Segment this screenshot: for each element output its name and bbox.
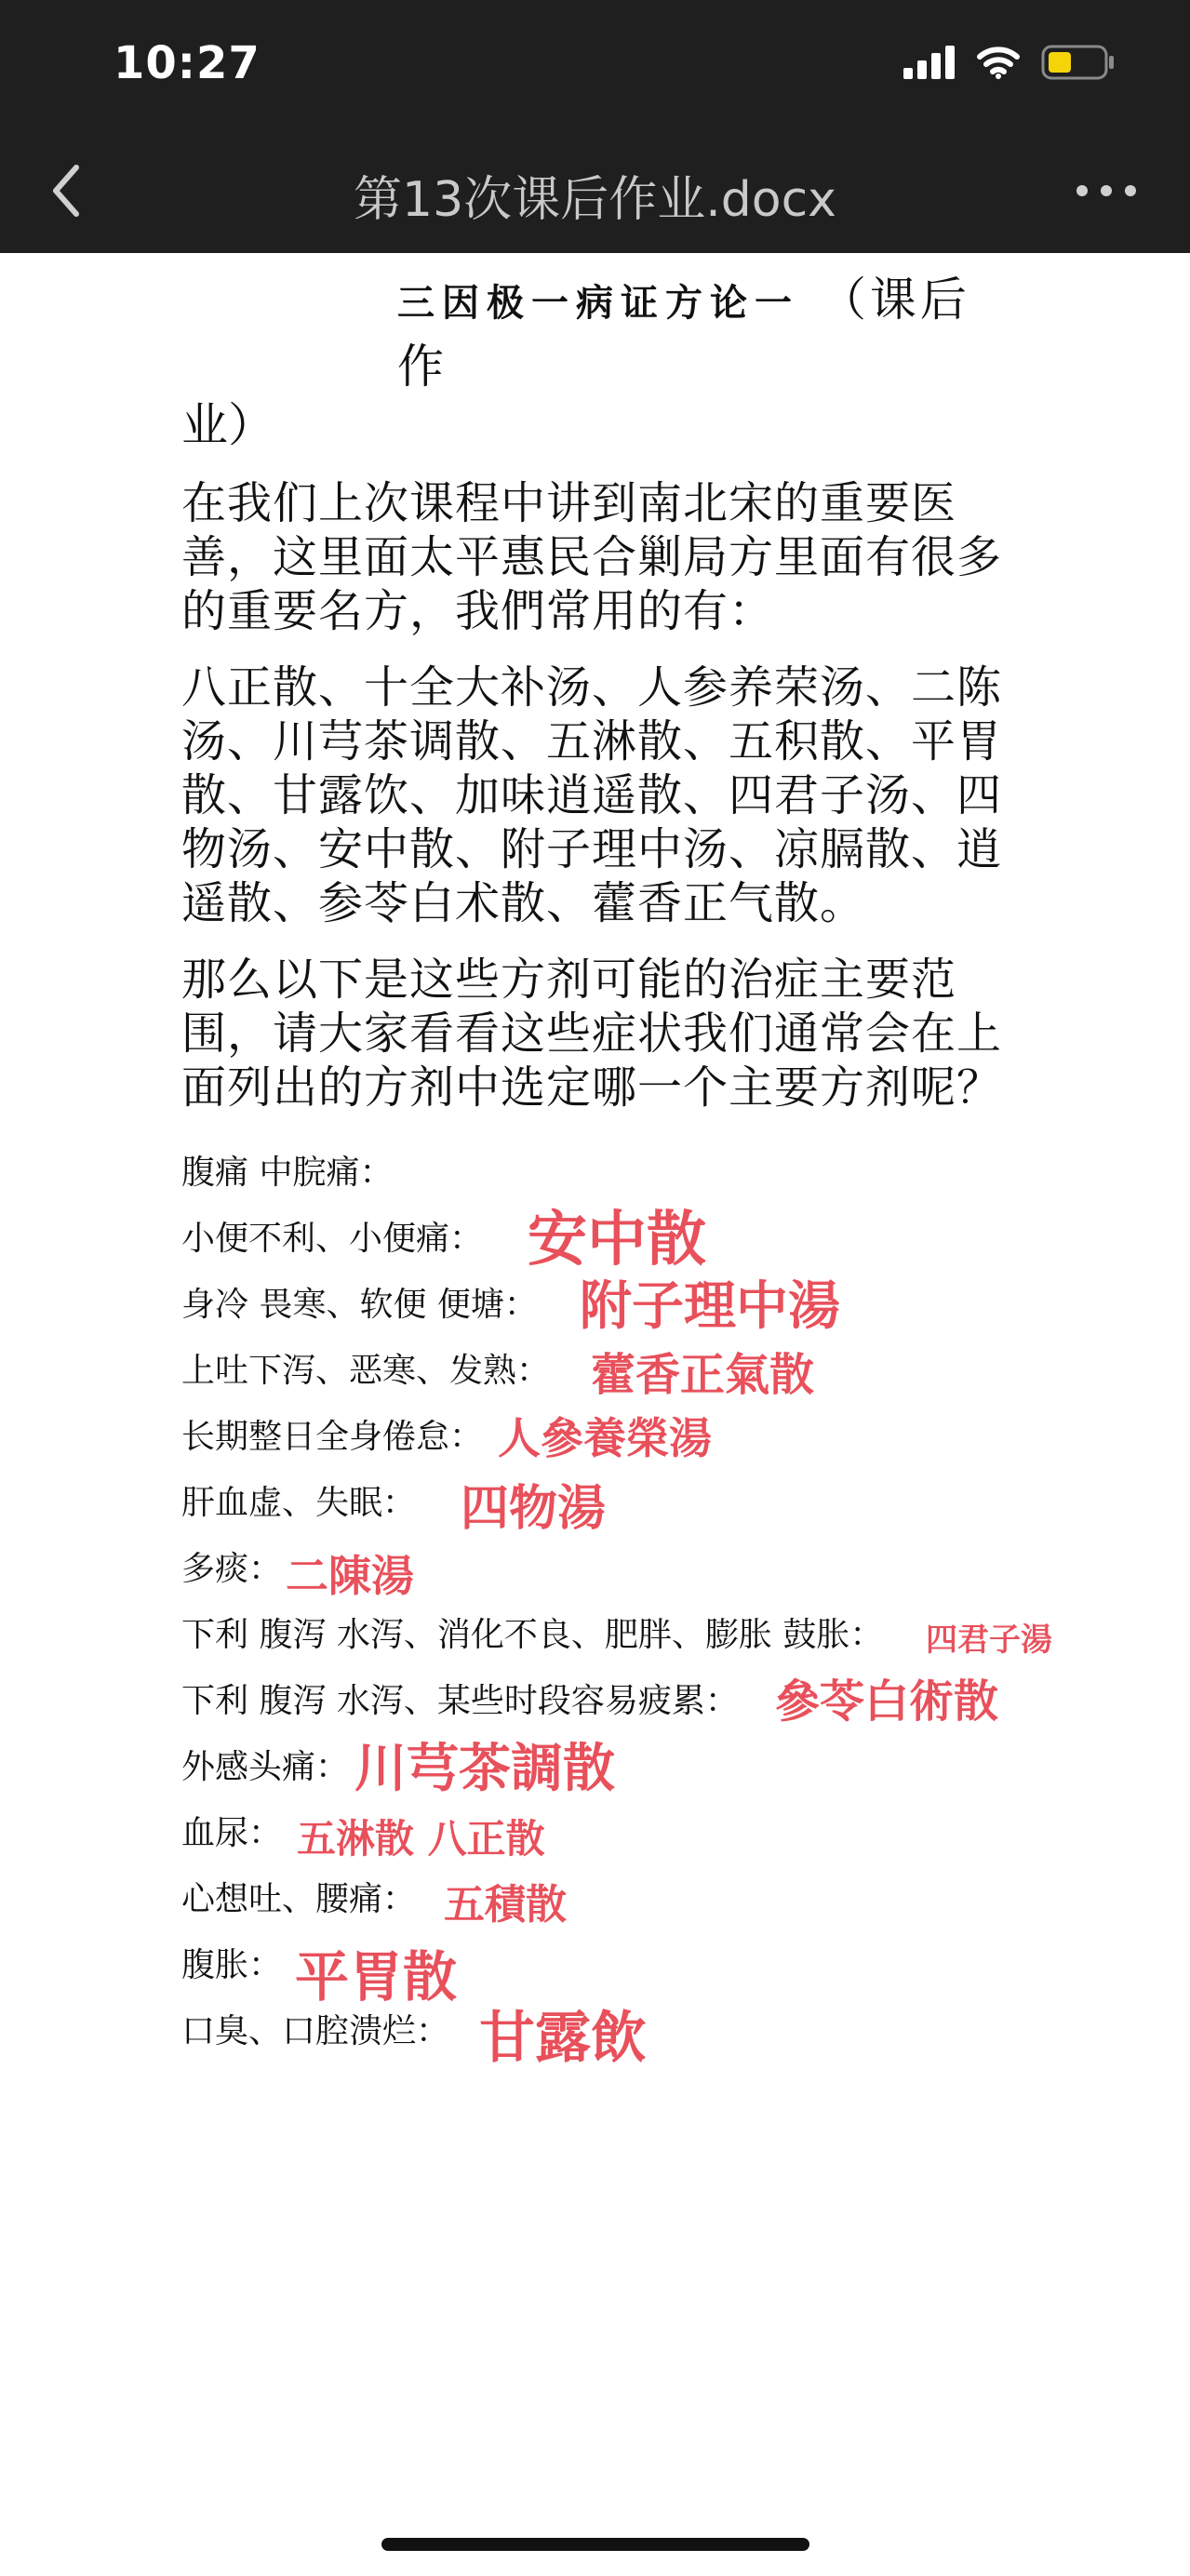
handwritten-answer: 附子理中湯 [580, 1276, 840, 1337]
handwritten-answer: 川芎茶調散 [354, 1739, 615, 1799]
handwritten-answer: 藿香正氣散 [591, 1349, 815, 1401]
signal-icon [903, 46, 956, 79]
home-indicator[interactable] [381, 2538, 809, 2551]
wifi-icon [976, 46, 1021, 79]
question-text: 外感头痛： [181, 1748, 350, 1786]
question-item [181, 1401, 1019, 1467]
question-text: 长期整日全身倦怠： [181, 1418, 484, 1456]
question-text: 心想吐、腰痛： [181, 1880, 417, 1918]
paragraph-intro: 在我们上次课程中讲到南北宋的重要医善，这里面太平惠民合剿局方里面有很多的重要名方，我們常用的有： [181, 477, 1003, 637]
doc-heading [397, 262, 1019, 396]
question-item [181, 1797, 1019, 1863]
handwritten-answer: 二陳湯 [286, 1551, 414, 1601]
handwritten-answer: 甘露飲 [479, 2006, 647, 2071]
doc-heading-continued: 业） [181, 398, 274, 452]
question-list [181, 1137, 1052, 2071]
question-text: 小便不利、小便痛： [181, 1220, 484, 1258]
handwritten-answer: 參苓白術散 [775, 1675, 999, 1728]
question-item [181, 1863, 1019, 1929]
document-title: 第13次课后作业.docx [354, 172, 836, 228]
question-item [181, 1533, 1019, 1599]
question-item [181, 1599, 1052, 1665]
document-body [181, 262, 1052, 2071]
top-bar [0, 0, 1190, 253]
handwritten-answer: 安中散 [528, 1206, 706, 1275]
handwritten-answer: 五積散 [444, 1881, 567, 1929]
status-icons [903, 45, 1116, 80]
handwritten-answer: 平胃散 [295, 1945, 458, 2009]
question-item [181, 1929, 1019, 2009]
paragraph-formula-list: 八正散、十全大补汤、人参养荣汤、二陈汤、川芎茶调散、五淋散、五积散、平胃散、甘露饮、加味逍遥散、四君子汤、四物汤、安中散、附子理中汤、凉膈散、逍遥散、参苓白术散、藿香正气散。 [181, 661, 1003, 929]
question-item [181, 1203, 1019, 1275]
handwritten-answer: 人參養榮湯 [498, 1413, 712, 1463]
question-text: 上吐下泻、恶寒、发熟： [181, 1352, 551, 1390]
status-time: 10:27 [114, 37, 261, 89]
question-text: 口臭、口腔溃烂： [181, 2012, 450, 2050]
question-text: 腹痛 中脘痛： [181, 1154, 394, 1192]
question-text: 身冷 畏寒、软便 便塘： [181, 1286, 538, 1324]
question-text: 血尿： [181, 1814, 283, 1852]
handwritten-answer: 五淋散 八正散 [297, 1816, 545, 1862]
question-item [181, 1995, 1019, 2071]
question-text: 下利 腹泻 水泻、某些时段容易疲累： [181, 1682, 739, 1720]
question-text: 多痰： [181, 1550, 283, 1588]
nav-bar [0, 140, 1190, 242]
handwritten-answer: 四君子湯 [926, 1622, 1052, 1659]
question-text: 腹胀： [181, 1946, 283, 1984]
doc-heading-paren: （课后作 [397, 273, 970, 394]
paragraph-question: 那么以下是这些方剂可能的治症主要范围，请大家看看这些症状我们通常会在上面列出的方剂中选定哪一个主要方剂呢？ [181, 954, 1003, 1114]
more-options-icon[interactable] [1069, 167, 1143, 214]
question-text: 肝血虚、失眠： [181, 1484, 417, 1522]
question-item [181, 1467, 1019, 1537]
status-bar [0, 0, 1190, 130]
question-item [181, 1665, 1019, 1731]
question-item [181, 1335, 1019, 1401]
handwritten-answer: 四物湯 [461, 1481, 607, 1537]
question-text: 下利 腹泻 水泻、消化不良、肥胖、膨胀 鼓胀： [181, 1616, 884, 1654]
question-item [181, 1731, 1019, 1797]
battery-icon [1041, 45, 1116, 80]
question-item [181, 1269, 1019, 1335]
doc-heading-bold: 三因极一病证方论一 [397, 282, 799, 325]
